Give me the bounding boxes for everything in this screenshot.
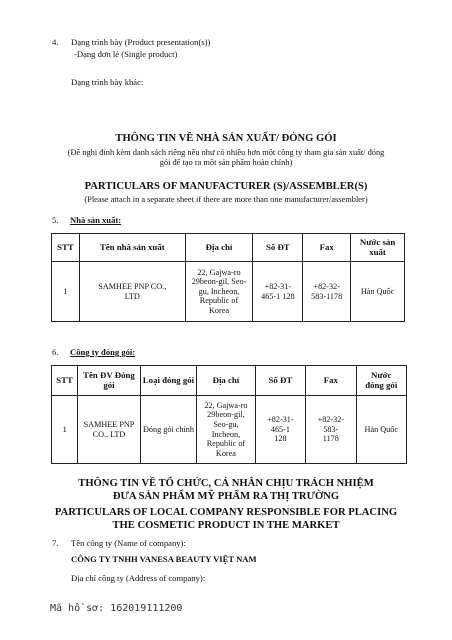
header-address: Địa chỉ (197, 366, 256, 396)
header-name-line-2: gói (103, 379, 115, 390)
fax-line-2: 583-1178 (311, 291, 343, 301)
header-fax: Fax (303, 234, 351, 262)
header-country (356, 366, 406, 396)
address-line-4: Incheon, (211, 429, 241, 439)
fax-line-3: 1178 (322, 434, 339, 444)
section-7-number: 7. (52, 538, 59, 548)
company-name-label: Tên công ty (Name of company): (71, 538, 186, 548)
header-manufacturer-name: Tên nhà sản xuất (79, 234, 185, 262)
address-line-2: 29beon-gil, (207, 410, 245, 420)
header-package-type: Loại đóng gói (140, 366, 196, 396)
cell-packager-name (78, 396, 141, 464)
header-stt: STT (52, 366, 78, 396)
name-line-1: SAMHEE PNP CO., (98, 281, 167, 291)
name-line-2: LTD (124, 291, 140, 301)
company-address-label: Địa chỉ công ty (Address of company): (71, 573, 206, 583)
address-line-3: Seo-gu, (213, 419, 239, 429)
phone-line-1: +82-31- (264, 281, 292, 291)
header-country (351, 234, 405, 262)
fax-line-1: +82-32- (317, 415, 345, 425)
local-title-en-1: PARTICULARS OF LOCAL COMPANY RESPONSIBLE FOR PLACING (54, 507, 398, 518)
cell-country: Hàn Quốc (351, 262, 405, 322)
table-row (52, 262, 405, 322)
header-country-line-1: Nước (371, 369, 392, 380)
header-country-line-1: Nước sản (359, 236, 396, 247)
other-presentation-line: Dạng trình bày khác: (71, 77, 144, 87)
single-product-line: -Dạng đơn lẻ (Single product) (74, 49, 178, 59)
fax-line-2: 583- (323, 424, 339, 434)
name-line-1: SAMHEE PNP (83, 419, 135, 429)
cell-address (185, 262, 253, 322)
header-address: Địa chỉ (185, 234, 253, 262)
cell-package-type: Đóng gói chính (140, 396, 196, 464)
record-number: Mã hồ sơ: 162019111200 (50, 603, 183, 614)
manufacturer-table (51, 233, 405, 322)
section-6-label: Công ty đóng gói: (70, 347, 136, 357)
manufacturer-header-row (52, 234, 405, 262)
phone-line-3: 128 (274, 434, 287, 444)
header-country-line-2: xuất (369, 246, 386, 257)
header-country-line-2: đóng gói (365, 379, 398, 390)
header-phone: Số ĐT (255, 366, 305, 396)
header-fax: Fax (306, 366, 356, 396)
table-row (52, 396, 407, 464)
phone-line-2: 465-1 (270, 424, 290, 434)
local-title-vi-1: THÔNG TIN VỀ TỔ CHỨC, CÁ NHÂN CHỊU TRÁCH NHIỆM (78, 478, 374, 489)
address-line-3: gu, Incheon, (198, 286, 240, 296)
section-5-number: 5. (52, 215, 59, 225)
phone-line-2: 465-1 128 (261, 291, 295, 301)
header-name-line-1: Tên ĐV Đóng (83, 369, 135, 380)
address-line-6: Korea (215, 448, 236, 458)
address-line-5: Korea (208, 305, 229, 315)
cell-address (197, 396, 256, 464)
cell-phone (253, 262, 303, 322)
local-title-vi-2: ĐƯA SẢN PHẨM MỸ PHẨM RA THỊ TRƯỜNG (112, 491, 340, 502)
manufacturer-note-en: (Please attach in a separate sheet if there are more than one manufacturer/assembler) (84, 195, 368, 204)
address-line-1: 22, Gajwa-ro (197, 267, 241, 277)
fax-line-1: +82-32- (313, 281, 340, 291)
cell-stt: 1 (52, 396, 78, 464)
header-phone: Số ĐT (253, 234, 303, 262)
header-packager-name (78, 366, 141, 396)
cell-country: Hàn Quốc (356, 396, 406, 464)
cell-manufacturer-name (79, 262, 185, 322)
packager-table (51, 365, 407, 464)
address-line-1: 22, Gajwa-ro (204, 400, 248, 410)
manufacturer-note-vi-1: (Đề nghị đính kèm danh sách riêng nếu như có nhiều hơn một công ty tham gia sản xuất/ đóng (67, 148, 385, 157)
cell-stt: 1 (52, 262, 80, 322)
cell-fax (306, 396, 356, 464)
company-name-value: CÔNG TY TNHH VANESA BEAUTY VIỆT NAM (71, 554, 257, 564)
manufacturer-title-en: PARTICULARS OF MANUFACTURER (S)/ASSEMBLER(S) (84, 181, 368, 192)
manufacturer-title-vi: THÔNG TIN VỀ NHÀ SẢN XUẤT/ ĐÓNG GÓI (115, 133, 337, 144)
cell-phone (255, 396, 305, 464)
local-title-en-2: THE COSMETIC PRODUCT IN THE MARKET (112, 520, 340, 531)
manufacturer-note-vi-2: gói để tạo ra một sản phẩm hoàn chỉnh) (159, 158, 293, 167)
section-6-number: 6. (52, 347, 59, 357)
section-4-title: Dạng trình bày (Product presentation(s)) (71, 37, 211, 47)
packager-header-row (52, 366, 407, 396)
address-line-5: Republic of (206, 439, 246, 449)
section-4-number: 4. (52, 37, 59, 47)
address-line-4: Republic of (199, 296, 239, 306)
phone-line-1: +82-31- (267, 415, 294, 425)
section-5-label: Nhà sản xuất: (70, 215, 122, 225)
address-line-2: 29beon-gil, Seo- (191, 277, 247, 287)
name-line-2: CO., LTD (92, 429, 126, 439)
cell-fax (303, 262, 351, 322)
header-stt: STT (52, 234, 80, 262)
